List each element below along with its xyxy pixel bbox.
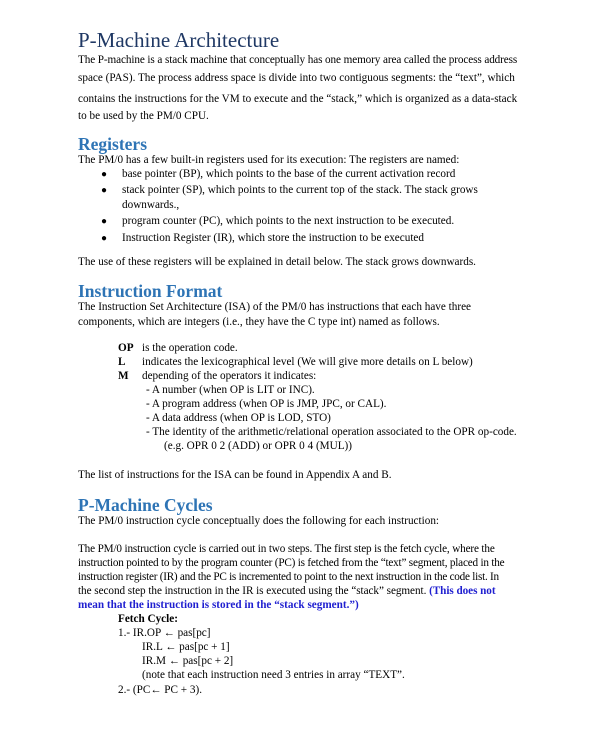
register-bullet-sp: stack pointer (SP), which points to the current top of the stack. The stack grows	[122, 184, 478, 196]
bullet-icon: ●	[101, 185, 108, 196]
bullet-icon: ●	[101, 216, 108, 227]
l-desc: indicates the lexicographical level (We will give more details on L below)	[142, 356, 473, 368]
m-item: - A program address (when OP is JMP, JPC, or CAL).	[146, 398, 387, 410]
fetch-cycle-label: Fetch Cycle:	[118, 613, 178, 625]
instruction-format-heading: Instruction Format	[78, 281, 223, 301]
register-bullet-bp: base pointer (BP), which points to the base of the current activation record	[122, 168, 456, 180]
cycles-para-line-1: The PM/0 instruction cycle is carried out in two steps. The first step is the fetch cycle, where the	[78, 543, 495, 555]
cycles-para-line-4	[78, 585, 496, 598]
instruction-format-line-2: components, which are integers (i.e., they have the C type int) named as follows.	[78, 316, 440, 328]
cycles-para-line-3: instruction register (IR) and the PC is incremented to point to the next instruction in the code list. In	[78, 571, 499, 583]
registers-heading: Registers	[78, 134, 148, 154]
instruction-format-line-1: The Instruction Set Architecture (ISA) of the PM/0 has instructions that each have three	[78, 301, 472, 313]
intro-line-3: contains the instructions for the VM to execute and the “stack,” which is organized as a data-stack	[78, 93, 518, 105]
cycles-para-line-4-text: the second step the instruction in the IR is executed using the “stack” segment.	[78, 585, 427, 597]
m-example: (e.g. OPR 0 2 (ADD) or OPR 0 4 (MUL))	[164, 440, 352, 452]
m-item: - The identity of the arithmetic/relational operation associated to the OPR op-code.	[146, 426, 517, 438]
cycles-heading: P-Machine Cycles	[78, 495, 213, 515]
bullet-icon: ●	[101, 233, 108, 244]
page-title: P-Machine Architecture	[78, 28, 280, 52]
m-key: M	[118, 370, 129, 382]
registers-lead: The PM/0 has a few built-in registers used for its execution: The registers are named:	[78, 154, 460, 166]
m-item: - A number (when OP is LIT or INC).	[146, 384, 315, 396]
cycles-note-end: mean that the instruction is stored in the “stack segment.”)	[78, 599, 359, 611]
fetch-step-1c: IR.M ← pas[pc + 2]	[142, 655, 234, 667]
intro-line-1: The P-machine is a stack machine that conceptually has one memory area called the process address	[78, 54, 518, 66]
register-bullet-sp-cont: downwards.,	[122, 199, 180, 211]
register-bullet-pc: program counter (PC), which points to the next instruction to be executed.	[122, 215, 455, 227]
bullet-icon: ●	[101, 169, 108, 180]
op-key: OP	[118, 342, 134, 354]
appendix-reference: The list of instructions for the ISA can be found in Appendix A and B.	[78, 469, 392, 481]
m-item: - A data address (when OP is LOD, STO)	[146, 412, 331, 424]
intro-line-4: to be used by the PM/0 CPU.	[78, 110, 209, 122]
op-desc: is the operation code.	[142, 342, 238, 354]
fetch-step-2: 2.- (PC← PC + 3).	[118, 684, 203, 696]
fetch-step-1: 1.- IR.OP ← pas[pc]	[118, 627, 211, 639]
cycles-lead: The PM/0 instruction cycle conceptually does the following for each instruction:	[78, 515, 440, 527]
registers-closing: The use of these registers will be explained in detail below. The stack grows downwards.	[78, 256, 476, 268]
intro-line-2: space (PAS). The process address space is divide into two contiguous segments: the “text”, which	[78, 72, 515, 84]
cycles-note-start: (This does not	[429, 585, 496, 597]
register-bullet-ir: Instruction Register (IR), which store the instruction to be executed	[122, 232, 424, 244]
fetch-note: (note that each instruction need 3 entries in array “TEXT”.	[142, 669, 405, 681]
l-key: L	[118, 356, 126, 368]
fetch-step-1b: IR.L ← pas[pc + 1]	[142, 641, 230, 653]
m-desc: depending of the operators it indicates:	[142, 370, 317, 382]
cycles-para-line-2: instruction pointed to by the program counter (PC) is fetched from the “text” segment, placed in the	[78, 557, 505, 569]
